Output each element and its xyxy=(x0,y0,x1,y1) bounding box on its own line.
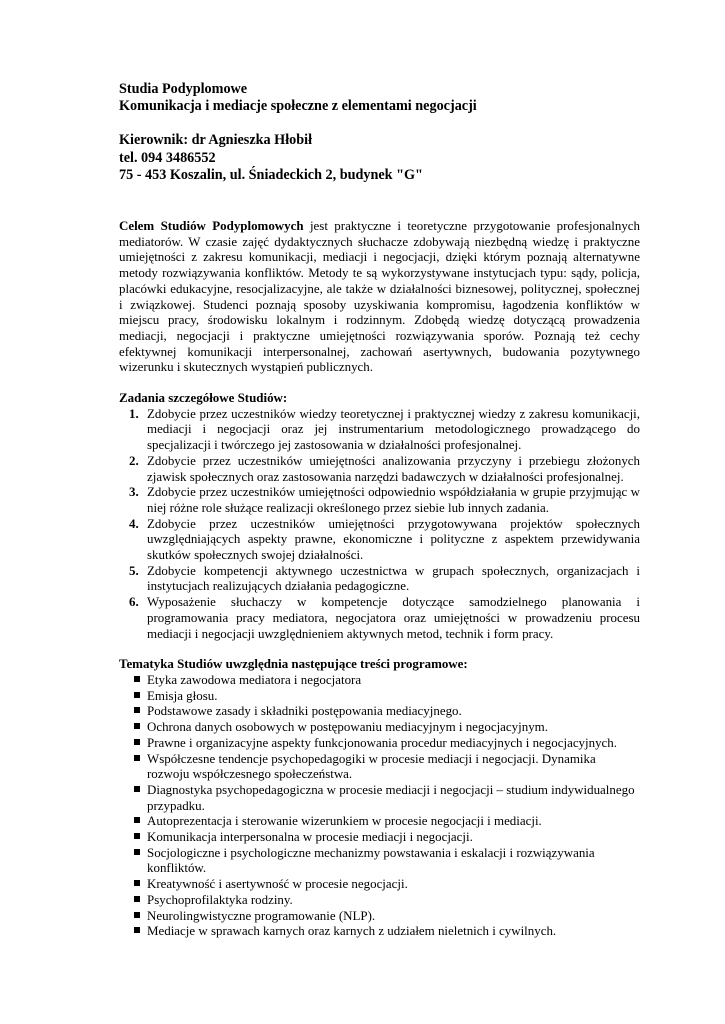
task-item xyxy=(119,516,640,563)
topic-text: Prawne i organizacyjne aspekty funkcjonowania procedur mediacyjnych i negocjacyjnych. xyxy=(147,734,618,750)
topics-title: Tematyka Studiów uwzględnia następujące treści programowe: xyxy=(119,656,468,672)
task-item xyxy=(119,594,640,641)
task-text: Zdobycie przez uczestników umiejętności przygotowywana projektów społecznych uwzględniających aspekty prawne, ekonomiczne i polityczne z aspektem przewidywania skutków społecznych swojej działalności. xyxy=(147,515,640,563)
header-line-1: Studia Podyplomowe xyxy=(119,81,248,97)
topic-text: Podstawowe zasady i składniki postępowania mediacyjnego. xyxy=(147,703,462,719)
square-bullet-icon xyxy=(134,676,140,682)
topic-item xyxy=(119,813,640,829)
square-bullet-icon xyxy=(134,817,140,823)
topic-text: Diagnostyka psychopedagogiczna w procesie mediacji i negocjacji – studium indywidualnego przypadku. xyxy=(147,781,635,813)
topic-text: Neurolingwistyczne programowanie (NLP). xyxy=(147,907,376,923)
task-number: 1. xyxy=(129,405,139,421)
intro-lead: Celem Studiów Podyplomowych xyxy=(119,218,304,234)
square-bullet-icon xyxy=(134,833,140,839)
task-item xyxy=(119,453,640,484)
task-item xyxy=(119,484,640,515)
task-text: Wyposażenie słuchaczy w kompetencje dotyczące samodzielnego planowania i programowania pracy mediatora, negocjatora oraz umiejętności w prowadzeniu procesu mediacji i negocjacji uwzględnieniem aktywnych metod, technik i form pracy. xyxy=(147,594,640,641)
task-text: Zdobycie przez uczestników wiedzy teoretycznej i praktycznej wiedzy z zakresu komunikacji, mediacji i negocjacji oraz jej instrumentarium metodologicznego prowadzącego do specjalizacji i twórczego jej zastosowania w działalności profesjonalnej. xyxy=(147,405,640,453)
task-item xyxy=(119,406,640,453)
intro-text: jest praktyczne i teoretyczne przygotowanie profesjonalnych mediatorów. W czasie zajęć dydaktycznych słuchacze zdobywają niezbędną wiedzę i praktyczne umiejętności z zakresu komunikacji, mediacji i negocjacji, dzięki którym poznają alternatywne metody rozwiązywania konfliktów. Metody te są wykorzystywane instytucjach typu: sądy, policja, placówki edukacyjne, resocjalizacyjne, ale także w działalności biznesowej, politycznej, społecznej i związkowej. Studenci poznają sposoby uzyskiwania kompromisu, łagodzenia konfliktów w miejscu pracy, środowisku lokalnym i rodzinnym. Zdobędą wiedzę dotyczącą prowadzenia mediacji, negocjacji i praktyczne umiejętności rozwiązywania sporów. Poznają też cechy efektywnej komunikacji interpersonalnej, zachowań asertywnych, budowania pozytywnego wizerunku i skutecznych wystąpień publicznych. xyxy=(119,218,640,375)
tasks-title: Zadania szczegółowe Studiów: xyxy=(119,390,288,406)
square-bullet-icon xyxy=(134,739,140,745)
square-bullet-icon xyxy=(134,692,140,698)
topic-text: Ochrona danych osobowych w postępowaniu mediacyjnym i negocjacyjnym. xyxy=(147,719,548,735)
topic-item xyxy=(119,782,640,813)
header-line-2: Komunikacja i mediacje społeczne z elementami negocjacji xyxy=(119,98,477,115)
topics-list xyxy=(119,672,640,939)
document-page xyxy=(119,81,640,939)
topic-item xyxy=(119,688,640,704)
square-bullet-icon xyxy=(134,786,140,792)
topic-item xyxy=(119,735,640,751)
task-number: 6. xyxy=(129,594,139,610)
manager-name: Kierownik: dr Agnieszka Hłobił xyxy=(119,132,313,149)
square-bullet-icon xyxy=(134,880,140,886)
topic-item xyxy=(119,845,640,876)
square-bullet-icon xyxy=(134,912,140,918)
topic-item xyxy=(119,703,640,719)
intro-paragraph xyxy=(119,218,640,375)
topic-item xyxy=(119,719,640,735)
square-bullet-icon xyxy=(134,755,140,761)
topic-text: Mediacje w sprawach karnych oraz karnych z udziałem nieletnich i cywilnych. xyxy=(147,923,557,939)
topic-item xyxy=(119,892,640,908)
topic-item xyxy=(119,751,640,782)
topic-item xyxy=(119,908,640,924)
task-text: Zdobycie przez uczestników umiejętności odpowiednio współdziałania w grupie przyjmując w niej różne role służące realizacji określonego przez siebie lub innych zadania. xyxy=(147,484,640,515)
topic-text: Autoprezentacja i sterowanie wizerunkiem w procesie negocjacji i mediacji. xyxy=(147,813,542,829)
topic-text: Komunikacja interpersonalna w procesie mediacji i negocjacji. xyxy=(147,829,473,845)
topic-text: Socjologiczne i psychologiczne mechanizmy powstawania i eskalacji i rozwiązywania konfliktów. xyxy=(147,844,595,876)
topic-item xyxy=(119,829,640,845)
phone-number: tel. 094 3486552 xyxy=(119,149,216,166)
tasks-list xyxy=(119,406,640,642)
topic-item xyxy=(119,876,640,892)
topic-item xyxy=(119,923,640,939)
topic-item xyxy=(119,672,640,688)
topic-text: Emisja głosu. xyxy=(147,687,218,703)
topic-text: Etyka zawodowa mediatora i negocjatora xyxy=(147,672,362,687)
task-number: 3. xyxy=(129,484,139,500)
topic-text: Współczesne tendencje psychopedagogiki w procesie mediacji i negocjacji. Dynamika rozwoju współczesnego społeczeństwa. xyxy=(147,750,596,782)
address: 75 - 453 Koszalin, ul. Śniadeckich 2, budynek "G" xyxy=(119,166,423,183)
square-bullet-icon xyxy=(134,927,140,933)
task-number: 2. xyxy=(129,452,139,468)
task-text: Zdobycie przez uczestników umiejętności analizowania przyczyny i przebiegu złożonych zjawisk społecznych oraz zastosowania narzędzi badawczych w działalności profesjonalnej. xyxy=(147,452,640,484)
topic-text: Psychoprofilaktyka rodziny. xyxy=(147,891,293,907)
task-text: Zdobycie kompetencji aktywnego uczestnictwa w grupach społecznych, organizacjach i instytucjach realizujących działania pedagogiczne. xyxy=(147,562,640,594)
square-bullet-icon xyxy=(134,849,140,855)
task-number: 5. xyxy=(129,562,139,578)
square-bullet-icon xyxy=(134,896,140,902)
square-bullet-icon xyxy=(134,723,140,729)
task-number: 4. xyxy=(129,515,139,531)
task-item xyxy=(119,563,640,594)
topic-text: Kreatywność i asertywność w procesie negocjacji. xyxy=(147,876,408,892)
square-bullet-icon xyxy=(134,707,140,713)
